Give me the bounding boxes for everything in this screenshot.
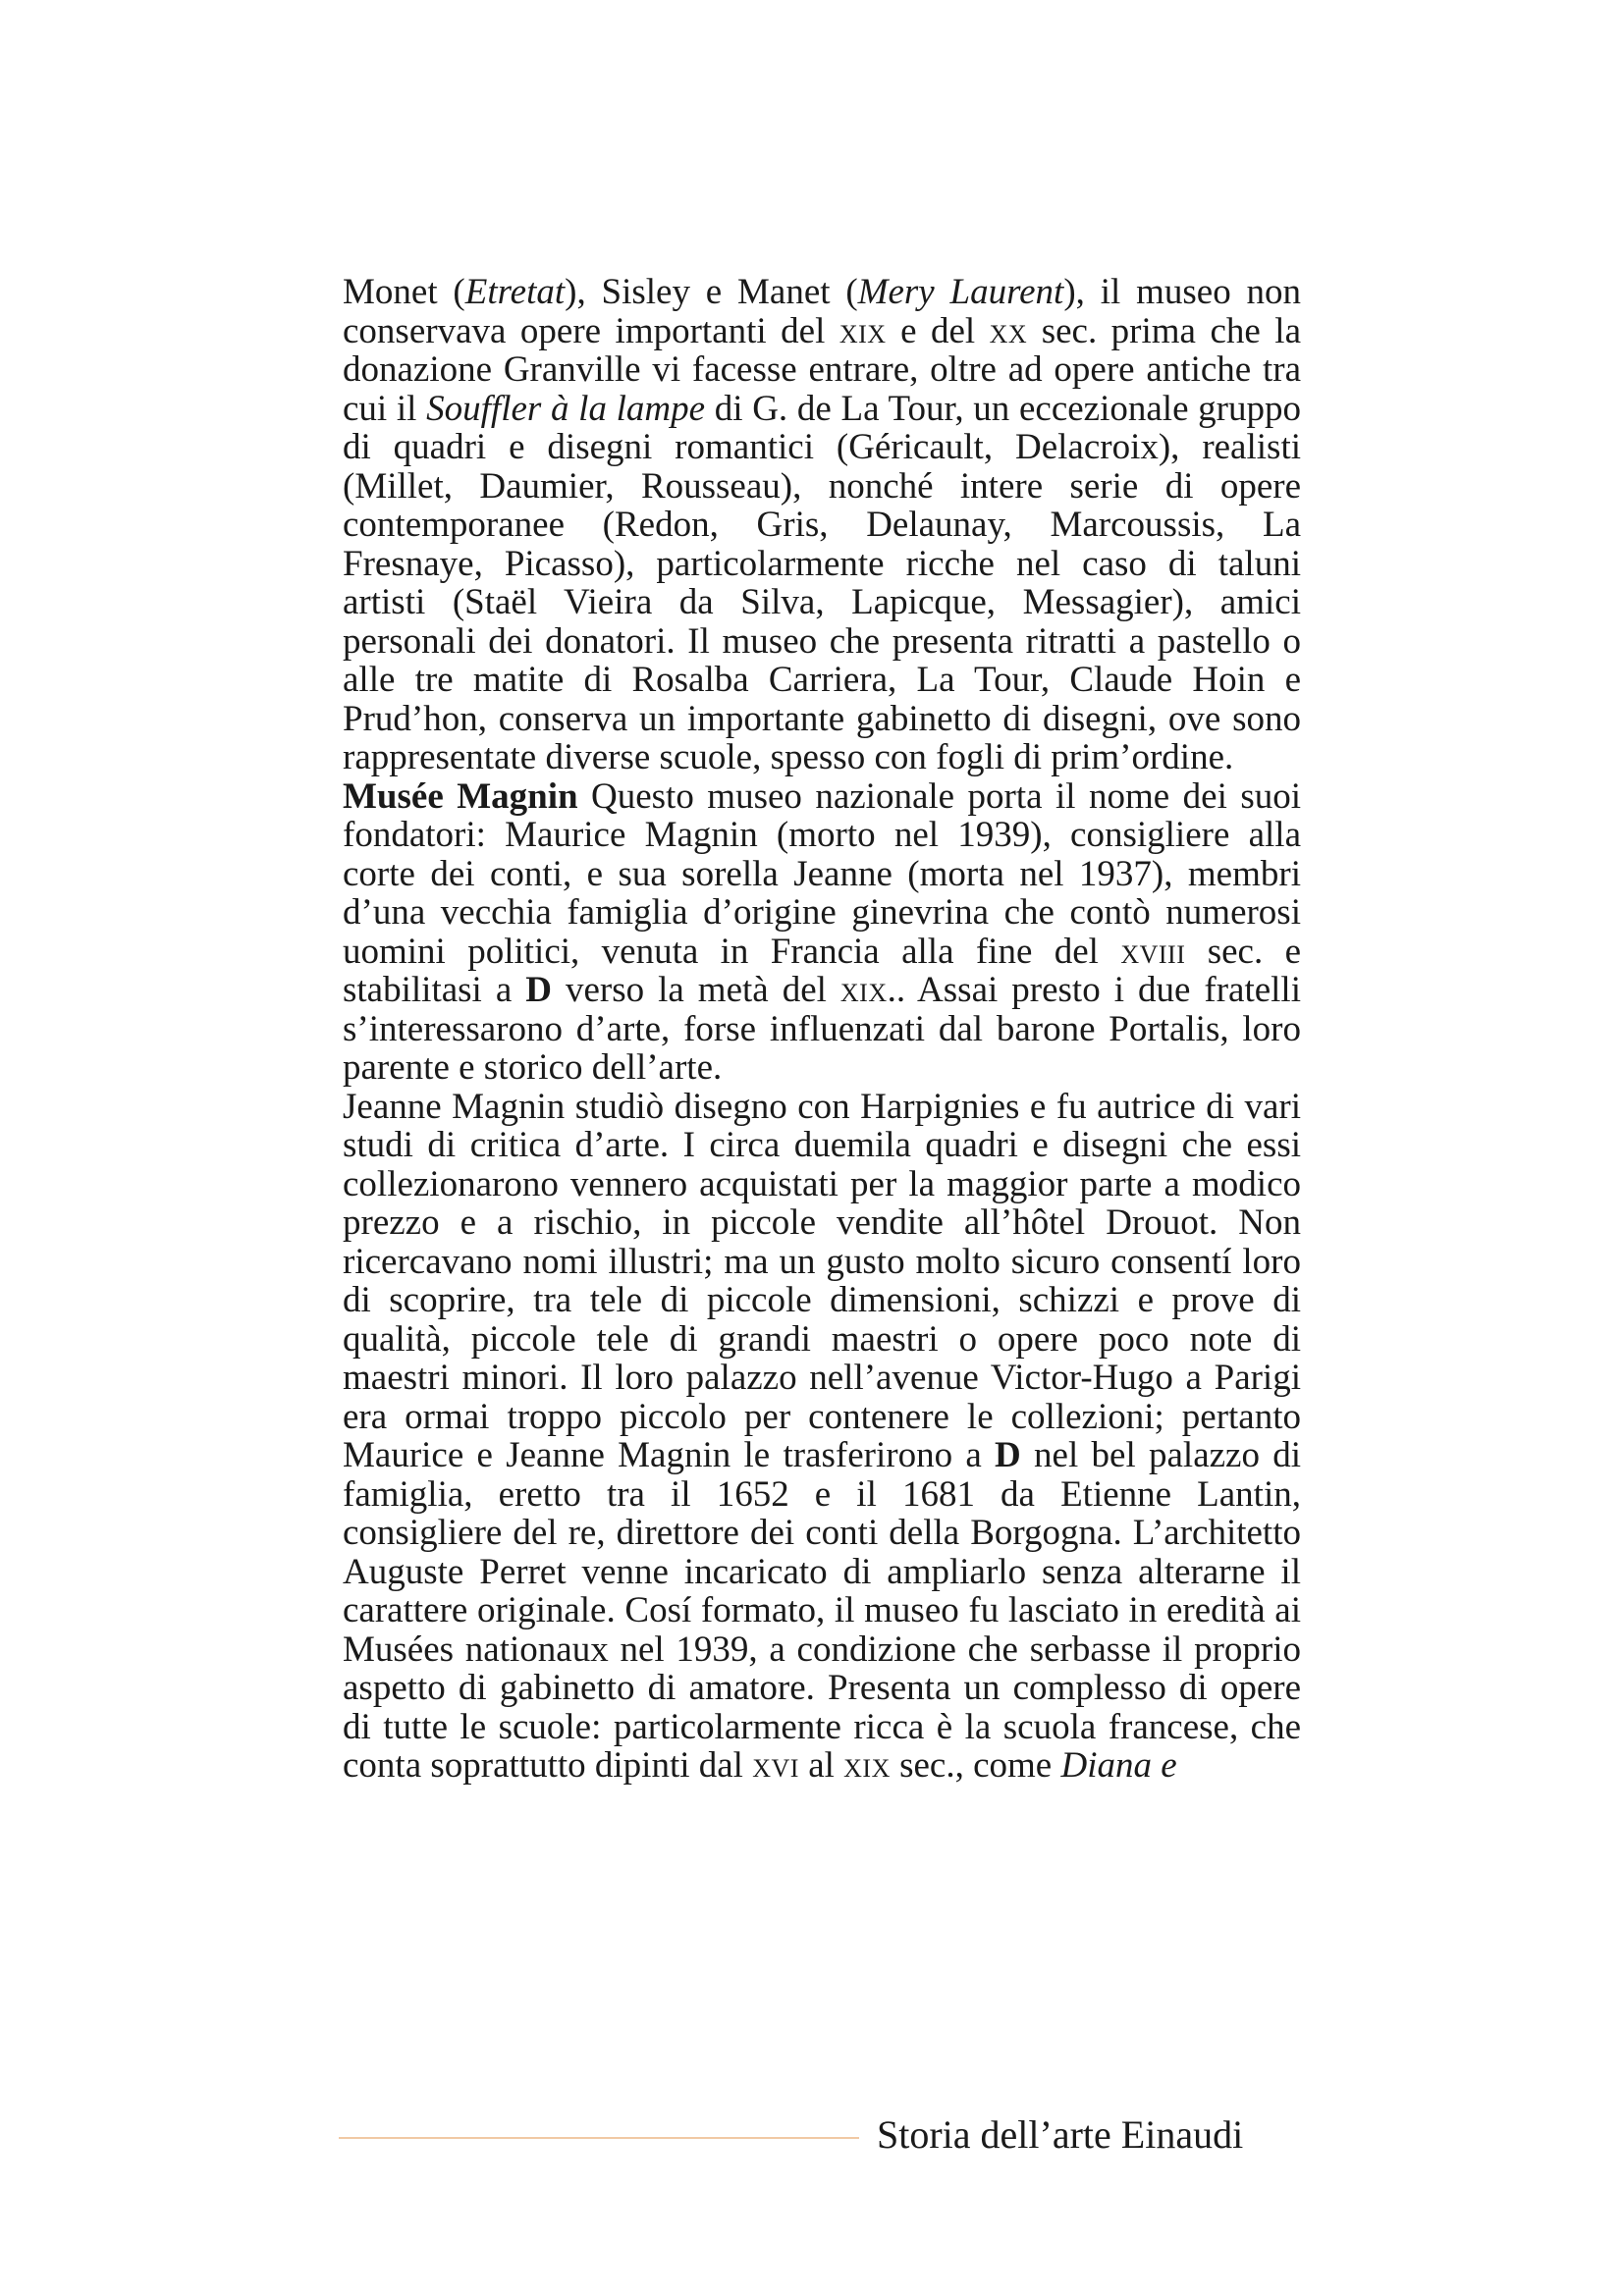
text-run: sec. prima che la donazione Granville vi facesse entrare, oltre ad opere antiche tra cui il [343,310,1301,429]
text-run: .. Assai presto i due fratelli s’interessarono d’arte, forse influenzati dal barone Portalis, loro parente e storico dell’arte. [343,970,1301,1088]
paragraph-granville-donation [343,273,1301,777]
text-run: al [798,1745,844,1786]
text-run: Monet ( [343,272,465,312]
text-run: Questo museo nazionale porta il nome dei suoi fondatori: Maurice Magnin (morto nel 1939), consigliere alla corte dei conti, e sua sorella Jeanne (morta nel 1937), membri d’una vecchia famiglia d’origine ginevrina che contò numerosi uomini politici, venuta in Francia alla fine del [343,775,1301,972]
text-run: e del [886,310,990,351]
text-run: sec., come [890,1745,1061,1786]
text-run: verso la metà del [551,970,840,1010]
text-run: ), il museo non conservava opere importanti del [343,272,1301,351]
city-abbreviation: D [995,1435,1021,1475]
century-numeral: xx [989,310,1028,351]
city-abbreviation: D [525,970,552,1010]
century-numeral: xviii [1120,931,1186,972]
century-numeral: xvi [752,1745,799,1786]
paragraph-jeanne-magnin [343,1088,1301,1786]
footer-rule [339,2137,859,2139]
italic-title: Souffler à la lampe [426,388,706,429]
text-run: ), Sisley e Manet ( [565,272,858,312]
paragraph-musee-magnin [343,777,1301,1088]
section-heading: Musée Magnin [343,775,578,817]
text-run: sec. e stabilitasi a [343,931,1302,1010]
text-run: Jeanne Magnin studiò disegno con Harpignies e fu autrice di vari studi di critica d’arte. I circa duemila quadri e disegni che essi collezionarono vennero acquistati per la maggior parte a modico prezzo e a rischio, in piccole vendite all’hôtel Drouot. Non ricercavano nomi illustri; ma un gusto molto sicuro consentí loro di scoprire, tra tele di piccole dimensioni, schizzi e prove di qualità, piccole tele di grandi maestri o opere poco note di maestri minori. Il loro palazzo nell’avenue Victor-Hugo a Parigi era ormai troppo piccolo per contenere le collezioni; pertanto Maurice e Jeanne Magnin le trasferirono a [343,1086,1301,1475]
main-text [343,273,1301,1786]
century-numeral: xix [839,310,887,351]
italic-title: Etretat [464,272,566,312]
text-run: di G. de La Tour, un eccezionale gruppo di quadri e disegni romantici (Géricault, Delacroix), realisti (Millet, Daumier, Rousseau), nonché intere serie di opere contemporanee (Redon, Gris, Delaunay, Marcoussis, La Fresnaye, Picasso), particolarmente ricche nel caso di taluni artisti (Staël Vieira da Silva, Lapicque, Messagier), amici personali dei donatori. Il museo che presenta ritratti a pastello o alle tre matite di Rosalba Carriera, La Tour, Claude Hoin e Prud’hon, conserva un importante gabinetto di disegni, ove sono rappresentate diverse scuole, spesso con fogli di prim’ordine. [343,388,1301,777]
italic-title: Diana e [1060,1745,1177,1786]
century-numeral: xix [839,970,888,1010]
footer-title: Storia dell’arte Einaudi [877,2112,1244,2157]
text-run: nel bel palazzo di famiglia, eretto tra il 1652 e il 1681 da Etienne Lantin, consigliere del re, direttore dei conti della Borgogna. L’architetto Auguste Perret venne incaricato di ampliarlo senza alterarne il carattere originale. Cosí formato, il museo fu lasciato in eredità ai Musées nationaux nel 1939, a condizione che serbasse il proprio aspetto di gabinetto di amatore. Presenta un complesso di opere di tutte le scuole: particolarmente ricca è la scuola francese, che conta soprattutto dipinti dal [343,1435,1302,1786]
century-numeral: xix [843,1745,891,1786]
italic-title: Mery Laurent [857,272,1064,312]
